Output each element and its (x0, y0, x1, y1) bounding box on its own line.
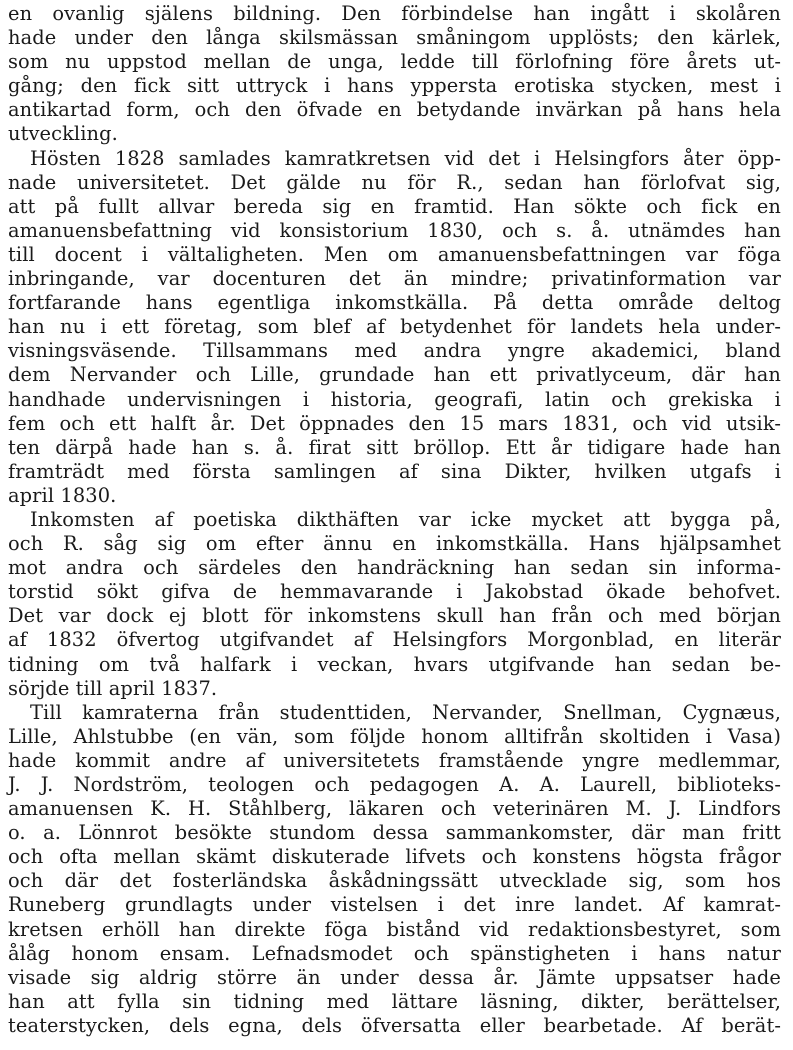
text-line: ålåg honom ensam. Lefnadsmodet och spänstigheten i hans natur (8, 941, 781, 965)
text-line: nade universitetet. Det gälde nu för R., sedan han förlofvat sig, (8, 170, 781, 194)
text-line: Inkomsten af poetiska dikthäften var icke mycket att bygga på, (30, 507, 781, 531)
text-line: mot andra och särdeles den handräckning han sedan sin informa- (8, 556, 781, 580)
text-line: april 1830. (8, 483, 117, 507)
text-line: en ovanlig själens bildning. Den förbindelse han ingått i skolåren (8, 2, 781, 25)
text-line: teaterstycken, dels egna, dels öfversatta eller bearbetade. Af berät- (8, 1013, 781, 1037)
paragraph (8, 147, 781, 508)
text-line: J. J. Nordström, teologen och pedagogen A. A. Laurell, biblioteks- (8, 773, 781, 796)
text-line: dem Nervander och Lille, grundade han ett privatlyceum, där han (8, 363, 781, 387)
text-line: och ofta mellan skämt diskuterade lifvets och konstens högsta frågor (8, 845, 781, 869)
text-line: tidning om två halfark i veckan, hvars utgifvande han sedan be- (8, 652, 781, 676)
text-line: kretsen erhöll han direkte föga bistånd vid redaktionsbestyret, som (8, 917, 781, 941)
document-page (8, 2, 781, 1038)
paragraph (8, 508, 781, 701)
text-line: amanuensen K. H. Ståhlberg, läkaren och veterinären M. J. Lindfors (8, 797, 781, 821)
paragraph (8, 2, 781, 147)
text-line: Runeberg grundlagts under vistelsen i det inre landet. Af kamrat- (8, 893, 781, 917)
text-line: Till kamraterna från studenttiden, Nervander, Snellman, Cygnæus, (30, 700, 781, 724)
text-line: torstid sökt gifva de hemmavarande i Jakobstad ökade behofvet. (8, 580, 781, 604)
text-line: fortfarande hans egentliga inkomstkälla. På detta område deltog (8, 291, 781, 315)
text-line: af 1832 öfvertog utgifvandet af Helsingfors Morgonblad, en literär (8, 628, 781, 652)
text-line: och där det fosterländska åskådningssätt utvecklade sig, som hos (8, 869, 781, 893)
text-line: sörjde till april 1837. (8, 676, 218, 700)
paragraph (8, 701, 781, 1038)
text-line: Lille, Ahlstubbe (en vän, som följde honom alltifrån skoltiden i Vasa) (8, 724, 781, 748)
text-line: gång; den fick sitt uttryck i hans yppersta erotiska stycken, mest i (8, 74, 781, 98)
text-line: Det var dock ej blott för inkomstens skull han från och med början (8, 604, 781, 628)
text-line: utveckling. (8, 122, 118, 146)
text-line: inbringande, var docenturen det än mindre; privatinformation var (8, 267, 781, 291)
text-line: fem och ett halft år. Det öppnades den 15 mars 1831, och vid utsik- (8, 411, 781, 435)
text-line: han nu i ett företag, som blef af betydenhet för landets hela under- (8, 315, 781, 339)
text-line: och R. såg sig om efter ännu en inkomstkälla. Hans hjälpsamhet (8, 532, 781, 556)
text-line: visade sig aldrig större än under dessa år. Jämte uppsatser hade (8, 965, 781, 989)
text-line: Hösten 1828 samlades kamratkretsen vid det i Helsingfors åter öpp- (30, 146, 781, 170)
text-line: visningsväsende. Tillsammans med andra yngre akademici, bland (8, 339, 781, 363)
text-line: han att fylla sin tidning med lättare läsning, dikter, berättelser, (8, 989, 781, 1013)
text-line: som nu uppstod mellan de unga, ledde till förlofning före årets ut- (8, 50, 781, 74)
text-line: framträdt med första samlingen af sina Dikter, hvilken utgafs i (8, 459, 781, 483)
text-line: att på fullt allvar bereda sig en framtid. Han sökte och fick en (8, 194, 781, 218)
text-line: hade kommit andre af universitetets framstående yngre medlemmar, (8, 748, 781, 772)
text-line: handhade undervisningen i historia, geografi, latin och grekiska i (8, 387, 781, 411)
text-line: antikartad form, och den öfvade en betydande invärkan på hans hela (8, 98, 781, 122)
text-line: hade under den långa skilsmässan småningom upplösts; den kärlek, (8, 26, 781, 50)
text-line: till docent i vältaligheten. Men om amanuensbefattningen var föga (8, 242, 781, 266)
text-line: amanuensbefattning vid konsistorium 1830, och s. å. utnämdes han (8, 218, 781, 242)
text-line: ten därpå hade han s. å. firat sitt bröllop. Ett år tidigare hade han (8, 435, 781, 459)
text-line: o. a. Lönnrot besökte stundom dessa sammankomster, där man fritt (8, 821, 781, 845)
